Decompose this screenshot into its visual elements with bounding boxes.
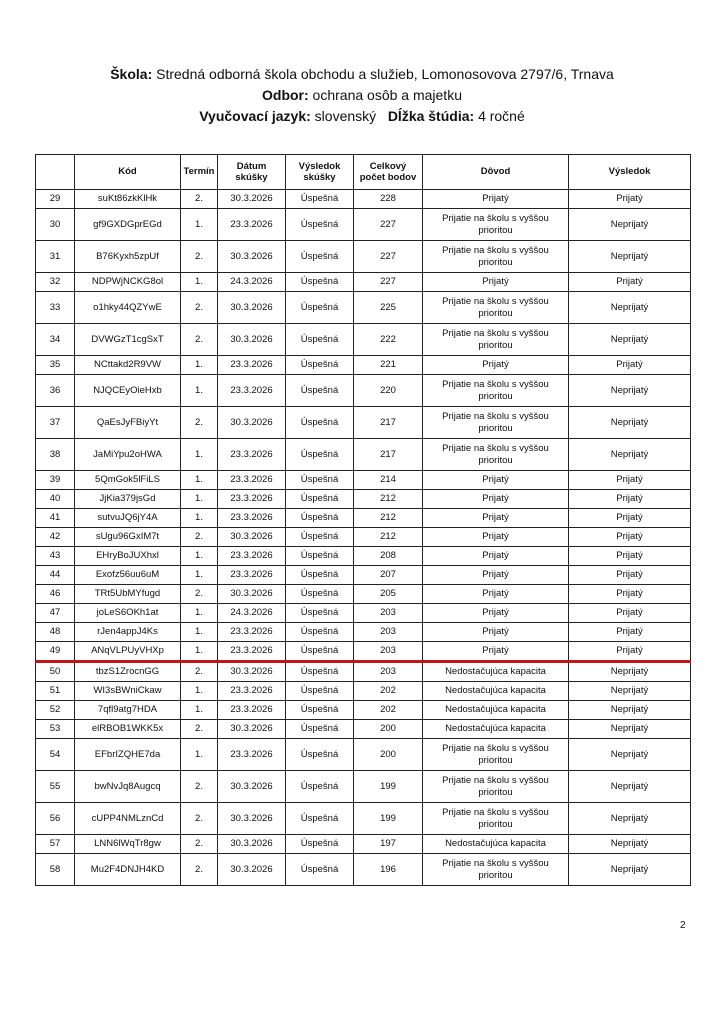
- cell-applicant-code: WI3sBWniCkaw: [75, 682, 181, 701]
- cell-result: Prijatý: [569, 190, 691, 209]
- cell-exam-result: Úspešná: [286, 356, 354, 375]
- cell-result: Prijatý: [569, 273, 691, 292]
- cell-term: 1.: [181, 623, 218, 642]
- cell-total-points: 199: [354, 771, 423, 803]
- cell-total-points: 225: [354, 292, 423, 324]
- cell-reason: Prijatie na školu s vyššou prioritou: [423, 407, 569, 439]
- cell-row-number: 31: [36, 241, 75, 273]
- cell-result: Prijatý: [569, 585, 691, 604]
- table-row: [36, 771, 691, 803]
- cell-term: 1.: [181, 604, 218, 623]
- table-row: [36, 528, 691, 547]
- table-row: [36, 547, 691, 566]
- col-header-exam-date: Dátum skúšky: [218, 155, 286, 190]
- table-body: [36, 190, 691, 886]
- cell-result: Neprijatý: [569, 803, 691, 835]
- cell-applicant-code: JaMiYpu2oHWA: [75, 439, 181, 471]
- cell-reason: Prijatý: [423, 604, 569, 623]
- cell-applicant-code: elRBOB1WKK5x: [75, 720, 181, 739]
- cell-result: Prijatý: [569, 471, 691, 490]
- table-row: [36, 701, 691, 720]
- cell-term: 2.: [181, 835, 218, 854]
- cell-row-number: 52: [36, 701, 75, 720]
- cell-exam-result: Úspešná: [286, 292, 354, 324]
- cell-reason: Prijatie na školu s vyššou prioritou: [423, 439, 569, 471]
- cell-applicant-code: NJQCEyOieHxb: [75, 375, 181, 407]
- cell-reason: Prijatý: [423, 623, 569, 642]
- table-row: [36, 490, 691, 509]
- cell-exam-date: 30.3.2026: [218, 190, 286, 209]
- cell-term: 1.: [181, 739, 218, 771]
- cell-reason: Prijatý: [423, 490, 569, 509]
- table-row: [36, 854, 691, 886]
- cell-exam-result: Úspešná: [286, 190, 354, 209]
- cell-reason: Prijatie na školu s vyššou prioritou: [423, 803, 569, 835]
- cell-row-number: 55: [36, 771, 75, 803]
- cell-total-points: 212: [354, 490, 423, 509]
- cell-applicant-code: B76Kyxh5zpUf: [75, 241, 181, 273]
- cell-total-points: 200: [354, 720, 423, 739]
- cell-exam-date: 23.3.2026: [218, 642, 286, 662]
- cell-term: 2.: [181, 190, 218, 209]
- cell-applicant-code: Exofz56uu6uM: [75, 566, 181, 585]
- cell-term: 2.: [181, 854, 218, 886]
- cell-result: Neprijatý: [569, 324, 691, 356]
- cell-total-points: 217: [354, 439, 423, 471]
- col-header-exam-result: Výsledok skúšky: [286, 155, 354, 190]
- length-value: 4 ročné: [478, 108, 525, 124]
- cell-result: Prijatý: [569, 547, 691, 566]
- cell-reason: Nedostačujúca kapacita: [423, 701, 569, 720]
- cell-exam-date: 30.3.2026: [218, 241, 286, 273]
- cell-term: 2.: [181, 292, 218, 324]
- table-row: [36, 566, 691, 585]
- cell-reason: Prijatý: [423, 642, 569, 662]
- cell-total-points: 214: [354, 471, 423, 490]
- table-row: [36, 375, 691, 407]
- table-row: [36, 739, 691, 771]
- cell-term: 1.: [181, 682, 218, 701]
- cell-term: 2.: [181, 585, 218, 604]
- cell-term: 1.: [181, 490, 218, 509]
- cell-exam-result: Úspešná: [286, 623, 354, 642]
- cell-exam-result: Úspešná: [286, 471, 354, 490]
- cell-reason: Prijatý: [423, 547, 569, 566]
- cell-applicant-code: o1hky44QZYwE: [75, 292, 181, 324]
- cell-applicant-code: NCttakd2R9VW: [75, 356, 181, 375]
- cell-term: 1.: [181, 273, 218, 292]
- school-line: [0, 64, 724, 85]
- cell-reason: Prijatý: [423, 356, 569, 375]
- table-row: [36, 209, 691, 241]
- cell-result: Neprijatý: [569, 854, 691, 886]
- table-row: [36, 662, 691, 682]
- table-row: [36, 604, 691, 623]
- table-row: [36, 509, 691, 528]
- cell-exam-date: 30.3.2026: [218, 771, 286, 803]
- language-label: Vyučovací jazyk:: [199, 108, 311, 124]
- cell-row-number: 39: [36, 471, 75, 490]
- cell-exam-result: Úspešná: [286, 241, 354, 273]
- school-label: Škola:: [110, 66, 153, 82]
- cell-exam-result: Úspešná: [286, 642, 354, 662]
- cell-exam-result: Úspešná: [286, 739, 354, 771]
- table-header-row: [36, 155, 691, 190]
- cell-exam-result: Úspešná: [286, 662, 354, 682]
- cell-reason: Prijatie na školu s vyššou prioritou: [423, 241, 569, 273]
- cell-applicant-code: DVWGzT1cgSxT: [75, 324, 181, 356]
- cell-applicant-code: rJen4appJ4Ks: [75, 623, 181, 642]
- cell-applicant-code: cUPP4NMLznCd: [75, 803, 181, 835]
- cell-term: 2.: [181, 324, 218, 356]
- field-label: Odbor:: [262, 87, 309, 103]
- cell-total-points: 227: [354, 273, 423, 292]
- cell-row-number: 46: [36, 585, 75, 604]
- cell-result: Prijatý: [569, 642, 691, 662]
- cell-exam-date: 23.3.2026: [218, 471, 286, 490]
- cell-total-points: 197: [354, 835, 423, 854]
- cell-exam-result: Úspešná: [286, 720, 354, 739]
- cell-result: Neprijatý: [569, 407, 691, 439]
- cell-term: 2.: [181, 803, 218, 835]
- cell-result: Neprijatý: [569, 241, 691, 273]
- cell-term: 2.: [181, 407, 218, 439]
- cell-exam-date: 24.3.2026: [218, 604, 286, 623]
- table-row: [36, 439, 691, 471]
- cell-reason: Prijatý: [423, 566, 569, 585]
- cell-row-number: 53: [36, 720, 75, 739]
- cell-total-points: 202: [354, 682, 423, 701]
- cell-applicant-code: NDPWjNCKG8ol: [75, 273, 181, 292]
- cell-term: 2.: [181, 720, 218, 739]
- cell-exam-result: Úspešná: [286, 490, 354, 509]
- cell-result: Prijatý: [569, 623, 691, 642]
- cell-applicant-code: joLeS6OKh1at: [75, 604, 181, 623]
- cell-exam-result: Úspešná: [286, 547, 354, 566]
- cell-total-points: 203: [354, 604, 423, 623]
- table-row: [36, 324, 691, 356]
- cell-result: Neprijatý: [569, 835, 691, 854]
- cell-row-number: 38: [36, 439, 75, 471]
- table-row: [36, 585, 691, 604]
- cell-row-number: 56: [36, 803, 75, 835]
- cell-exam-date: 23.3.2026: [218, 547, 286, 566]
- cell-reason: Nedostačujúca kapacita: [423, 662, 569, 682]
- cell-result: Neprijatý: [569, 209, 691, 241]
- cell-term: 1.: [181, 509, 218, 528]
- table-row: [36, 642, 691, 662]
- cell-total-points: 228: [354, 190, 423, 209]
- cell-result: Neprijatý: [569, 662, 691, 682]
- table-row: [36, 190, 691, 209]
- cell-total-points: 221: [354, 356, 423, 375]
- cell-exam-result: Úspešná: [286, 604, 354, 623]
- cell-result: Neprijatý: [569, 292, 691, 324]
- cell-reason: Prijatie na školu s vyššou prioritou: [423, 209, 569, 241]
- cell-exam-date: 30.3.2026: [218, 662, 286, 682]
- cell-total-points: 203: [354, 662, 423, 682]
- cell-exam-result: Úspešná: [286, 209, 354, 241]
- cell-reason: Prijatie na školu s vyššou prioritou: [423, 739, 569, 771]
- cell-term: 2.: [181, 662, 218, 682]
- cell-total-points: 196: [354, 854, 423, 886]
- cell-row-number: 40: [36, 490, 75, 509]
- cell-total-points: 203: [354, 623, 423, 642]
- cell-reason: Prijatie na školu s vyššou prioritou: [423, 854, 569, 886]
- results-table: [35, 154, 691, 886]
- cell-result: Prijatý: [569, 566, 691, 585]
- cell-term: 2.: [181, 241, 218, 273]
- cell-result: Prijatý: [569, 528, 691, 547]
- cell-row-number: 48: [36, 623, 75, 642]
- cell-row-number: 58: [36, 854, 75, 886]
- cell-exam-result: Úspešná: [286, 439, 354, 471]
- cell-exam-date: 30.3.2026: [218, 585, 286, 604]
- page-number: 2: [680, 920, 686, 931]
- cell-reason: Prijatie na školu s vyššou prioritou: [423, 375, 569, 407]
- cell-total-points: 208: [354, 547, 423, 566]
- table-row: [36, 682, 691, 701]
- cell-result: Neprijatý: [569, 682, 691, 701]
- cell-exam-result: Úspešná: [286, 682, 354, 701]
- cell-exam-result: Úspešná: [286, 771, 354, 803]
- cell-applicant-code: LNN6lWqTr8gw: [75, 835, 181, 854]
- language-value: slovenský: [314, 108, 377, 124]
- cell-exam-result: Úspešná: [286, 407, 354, 439]
- cell-applicant-code: ANqVLPUyVHXp: [75, 642, 181, 662]
- cell-exam-date: 30.3.2026: [218, 528, 286, 547]
- cell-reason: Prijatý: [423, 471, 569, 490]
- cell-total-points: 222: [354, 324, 423, 356]
- col-header-reason: Dôvod: [423, 155, 569, 190]
- cell-applicant-code: QaEsJyFBiyYt: [75, 407, 181, 439]
- cell-exam-date: 23.3.2026: [218, 701, 286, 720]
- cell-result: Prijatý: [569, 509, 691, 528]
- cell-reason: Prijatý: [423, 190, 569, 209]
- cell-row-number: 34: [36, 324, 75, 356]
- cell-total-points: 203: [354, 642, 423, 662]
- cell-term: 1.: [181, 566, 218, 585]
- cell-row-number: 50: [36, 662, 75, 682]
- cell-row-number: 49: [36, 642, 75, 662]
- cell-exam-date: 23.3.2026: [218, 566, 286, 585]
- cell-row-number: 36: [36, 375, 75, 407]
- cell-applicant-code: 5QmGok5lFiLS: [75, 471, 181, 490]
- cell-result: Prijatý: [569, 356, 691, 375]
- language-length-line: [0, 106, 724, 127]
- cell-total-points: 199: [354, 803, 423, 835]
- cell-exam-result: Úspešná: [286, 585, 354, 604]
- cell-exam-date: 23.3.2026: [218, 739, 286, 771]
- cell-applicant-code: EFbrIZQHE7da: [75, 739, 181, 771]
- cell-applicant-code: EHryBoJUXhxl: [75, 547, 181, 566]
- cell-applicant-code: TRt5UbMYfugd: [75, 585, 181, 604]
- cell-exam-date: 23.3.2026: [218, 209, 286, 241]
- cell-applicant-code: tbzS1ZrocnGG: [75, 662, 181, 682]
- cell-row-number: 33: [36, 292, 75, 324]
- table-row: [36, 292, 691, 324]
- cell-exam-date: 30.3.2026: [218, 407, 286, 439]
- table-row: [36, 803, 691, 835]
- cell-total-points: 200: [354, 739, 423, 771]
- cell-total-points: 212: [354, 509, 423, 528]
- table-row: [36, 273, 691, 292]
- cell-reason: Nedostačujúca kapacita: [423, 720, 569, 739]
- cell-reason: Prijatý: [423, 528, 569, 547]
- cell-row-number: 57: [36, 835, 75, 854]
- cell-result: Neprijatý: [569, 701, 691, 720]
- document-header: [0, 64, 724, 127]
- col-header-code: Kód: [75, 155, 181, 190]
- cell-exam-result: Úspešná: [286, 701, 354, 720]
- cell-reason: Prijatie na školu s vyššou prioritou: [423, 292, 569, 324]
- cell-term: 1.: [181, 642, 218, 662]
- cell-term: 1.: [181, 375, 218, 407]
- cell-row-number: 47: [36, 604, 75, 623]
- cell-total-points: 205: [354, 585, 423, 604]
- cell-applicant-code: suKt86zkKlHk: [75, 190, 181, 209]
- cell-exam-date: 23.3.2026: [218, 490, 286, 509]
- cell-reason: Prijatie na školu s vyššou prioritou: [423, 324, 569, 356]
- cell-row-number: 51: [36, 682, 75, 701]
- cell-exam-result: Úspešná: [286, 273, 354, 292]
- cell-row-number: 30: [36, 209, 75, 241]
- cell-applicant-code: Mu2F4DNJH4KD: [75, 854, 181, 886]
- cell-exam-date: 30.3.2026: [218, 803, 286, 835]
- col-header-result: Výsledok: [569, 155, 691, 190]
- cell-applicant-code: 7qfl9atg7HDA: [75, 701, 181, 720]
- table-row: [36, 241, 691, 273]
- table-row: [36, 407, 691, 439]
- cell-result: Neprijatý: [569, 720, 691, 739]
- cell-exam-date: 23.3.2026: [218, 682, 286, 701]
- cell-result: Prijatý: [569, 490, 691, 509]
- cell-term: 1.: [181, 439, 218, 471]
- cell-result: Neprijatý: [569, 439, 691, 471]
- cell-reason: Prijatý: [423, 273, 569, 292]
- cell-row-number: 43: [36, 547, 75, 566]
- cell-exam-date: 23.3.2026: [218, 439, 286, 471]
- cell-exam-date: 30.3.2026: [218, 292, 286, 324]
- cell-applicant-code: bwNvJq8Augcq: [75, 771, 181, 803]
- cell-reason: Prijatý: [423, 585, 569, 604]
- cell-exam-result: Úspešná: [286, 566, 354, 585]
- cell-row-number: 29: [36, 190, 75, 209]
- length-label: Dĺžka štúdia:: [387, 108, 475, 124]
- table-row: [36, 835, 691, 854]
- school-value: Stredná odborná škola obchodu a služieb, Lomonosovova 2797/6, Trnava: [156, 66, 614, 82]
- cell-exam-result: Úspešná: [286, 324, 354, 356]
- cell-row-number: 37: [36, 407, 75, 439]
- cell-term: 1.: [181, 356, 218, 375]
- cell-exam-date: 30.3.2026: [218, 854, 286, 886]
- col-header-number: [36, 155, 75, 190]
- cell-reason: Prijatý: [423, 509, 569, 528]
- cell-result: Prijatý: [569, 604, 691, 623]
- field-value: ochrana osôb a majetku: [312, 87, 462, 103]
- cell-exam-date: 23.3.2026: [218, 356, 286, 375]
- cell-reason: Prijatie na školu s vyššou prioritou: [423, 771, 569, 803]
- cell-exam-result: Úspešná: [286, 835, 354, 854]
- cell-applicant-code: sUgu96GxIM7t: [75, 528, 181, 547]
- cell-applicant-code: gf9GXDGprEGd: [75, 209, 181, 241]
- cell-total-points: 202: [354, 701, 423, 720]
- table-row: [36, 356, 691, 375]
- cell-total-points: 212: [354, 528, 423, 547]
- cell-row-number: 44: [36, 566, 75, 585]
- cell-exam-date: 23.3.2026: [218, 375, 286, 407]
- cell-exam-result: Úspešná: [286, 803, 354, 835]
- cell-term: 1.: [181, 471, 218, 490]
- cell-exam-date: 30.3.2026: [218, 324, 286, 356]
- cell-row-number: 41: [36, 509, 75, 528]
- cell-total-points: 220: [354, 375, 423, 407]
- cell-exam-result: Úspešná: [286, 528, 354, 547]
- field-line: [0, 85, 724, 106]
- cell-exam-result: Úspešná: [286, 375, 354, 407]
- cell-total-points: 217: [354, 407, 423, 439]
- cell-term: 1.: [181, 701, 218, 720]
- cell-exam-result: Úspešná: [286, 509, 354, 528]
- cell-row-number: 54: [36, 739, 75, 771]
- cell-exam-date: 24.3.2026: [218, 273, 286, 292]
- cell-row-number: 35: [36, 356, 75, 375]
- cell-term: 1.: [181, 547, 218, 566]
- cell-exam-date: 23.3.2026: [218, 623, 286, 642]
- cell-exam-date: 23.3.2026: [218, 509, 286, 528]
- cell-applicant-code: sutvuJQ6jY4A: [75, 509, 181, 528]
- cell-total-points: 227: [354, 241, 423, 273]
- cell-result: Neprijatý: [569, 771, 691, 803]
- cell-result: Neprijatý: [569, 739, 691, 771]
- cell-total-points: 207: [354, 566, 423, 585]
- col-header-term: Termín: [181, 155, 218, 190]
- cell-row-number: 32: [36, 273, 75, 292]
- cell-term: 1.: [181, 209, 218, 241]
- cell-row-number: 42: [36, 528, 75, 547]
- cell-term: 2.: [181, 528, 218, 547]
- cell-reason: Nedostačujúca kapacita: [423, 835, 569, 854]
- col-header-total-points: Celkový počet bodov: [354, 155, 423, 190]
- cell-exam-date: 30.3.2026: [218, 720, 286, 739]
- cell-applicant-code: JjKia379jsGd: [75, 490, 181, 509]
- table-row: [36, 720, 691, 739]
- cell-exam-result: Úspešná: [286, 854, 354, 886]
- table-row: [36, 623, 691, 642]
- cell-total-points: 227: [354, 209, 423, 241]
- table-row: [36, 471, 691, 490]
- cell-term: 2.: [181, 771, 218, 803]
- cell-result: Neprijatý: [569, 375, 691, 407]
- cell-exam-date: 30.3.2026: [218, 835, 286, 854]
- cell-reason: Nedostačujúca kapacita: [423, 682, 569, 701]
